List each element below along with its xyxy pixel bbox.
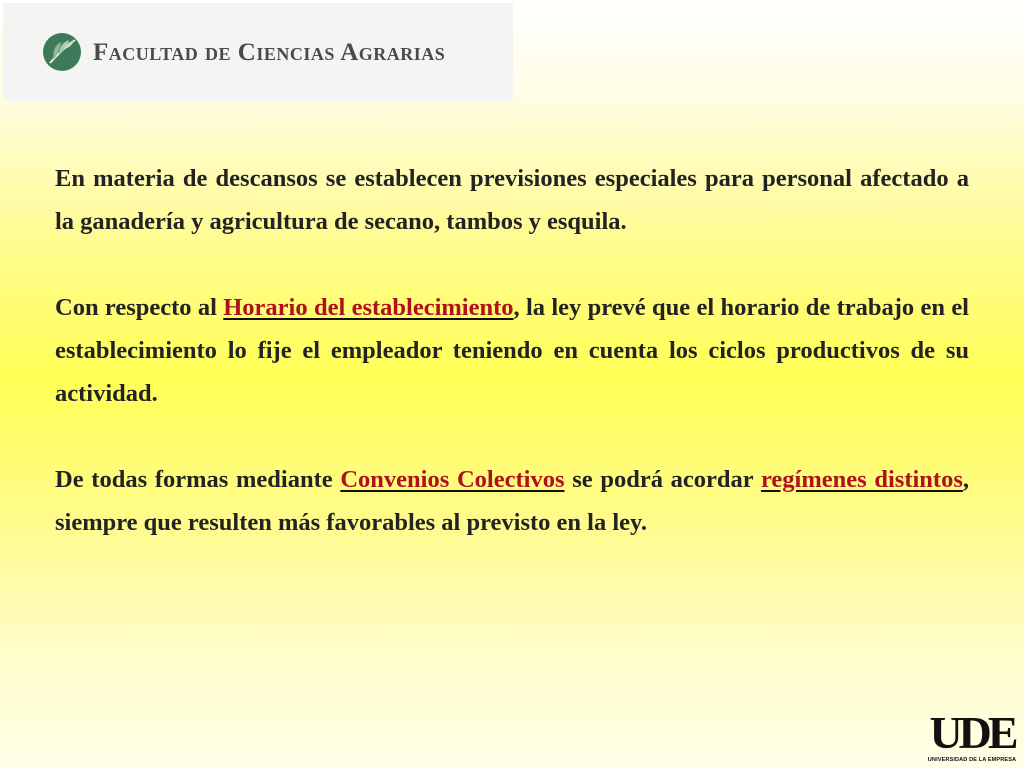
paragraph-working-hours	[55, 286, 969, 415]
link-regimenes-distintos[interactable]: regímenes distintos	[760, 466, 963, 493]
paragraph-rest-periods: En materia de descansos se establecen previsiones especiales para personal afectado a la ganadería y agricultura de secano, tambos y esquila.	[55, 165, 969, 235]
text-fragment: De todas formas mediante	[55, 466, 341, 493]
ude-logo-subtitle: UNIVERSIDAD DE LA EMPRESA	[927, 757, 1017, 763]
link-horario-establecimiento[interactable]: Horario del establecimiento	[223, 294, 514, 321]
text-fragment: , siempre que resulten más favorables al previsto en la ley.	[55, 466, 969, 536]
paragraph-collective-agreements	[55, 458, 969, 544]
text-fragment: Con respecto al	[55, 294, 224, 321]
main-text	[55, 157, 969, 587]
link-convenios-colectivos[interactable]: Convenios Colectivos	[340, 466, 565, 493]
ude-university-logo	[925, 707, 1019, 766]
faculty-name: Facultad de Ciencias Agrarias	[93, 39, 446, 66]
ude-logo-letters: UDE	[929, 707, 1015, 758]
text-fragment: se podrá acordar	[564, 466, 761, 493]
leaf-emblem-icon	[42, 32, 82, 72]
text-fragment: , la ley prevé que el horario de trabajo en el establecimiento lo fije el empleador teniendo en cuenta los ciclos productivos de su actividad.	[55, 294, 969, 407]
